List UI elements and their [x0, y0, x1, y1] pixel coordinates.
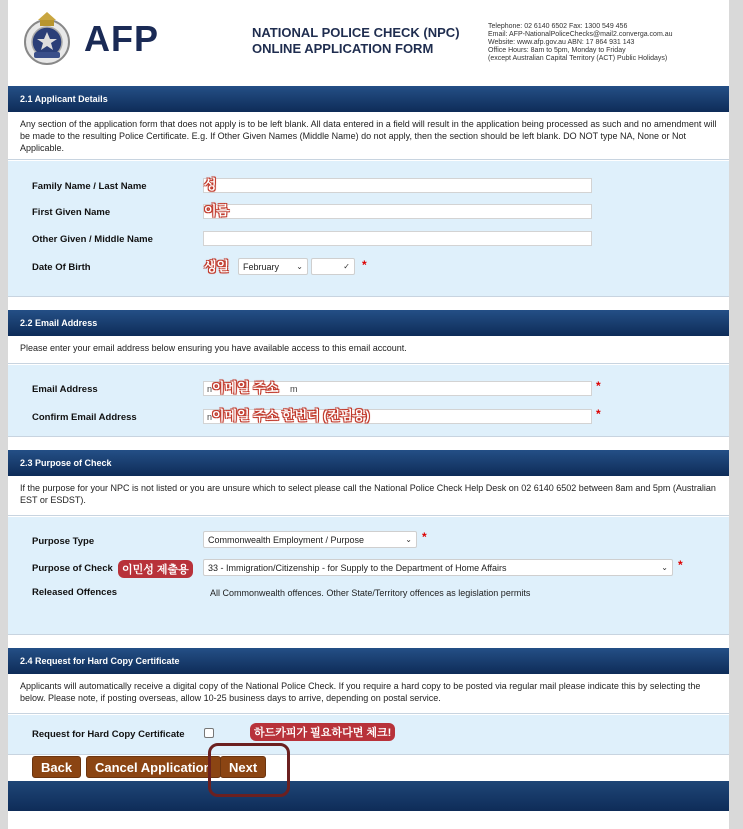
required-marker: * [678, 558, 683, 572]
purpose-check-select[interactable] [203, 559, 673, 576]
purpose-type-select[interactable] [203, 531, 417, 548]
next-button-highlight [208, 743, 290, 797]
chevron-down-icon: ⌄ [296, 262, 303, 271]
hardcopy-label: Request for Hard Copy Certificate [32, 729, 185, 740]
first-name-label: First Given Name [32, 207, 111, 218]
purpose-type-value: Commonwealth Employment / Purpose [208, 535, 365, 545]
contact-line: Website: www.afp.gov.au ABN: 17 864 931 143 [488, 39, 635, 46]
annotation-family-name: 성 [204, 177, 217, 192]
email-label: Email Address [32, 384, 98, 395]
back-button[interactable]: Back [32, 756, 81, 778]
middle-name-label: Other Given / Middle Name [32, 234, 153, 245]
section-applicant-header: 2.1 Applicant Details [8, 86, 729, 112]
email-value-end: m [290, 384, 298, 394]
purpose-check-value: 33 - Immigration/Citizenship - for Supply to the Department of Home Affairs [208, 563, 507, 573]
applicant-notice: Any section of the application form that does not apply is to be left blank. All data entered in a field will result in the application being processed as such and no amendment will be made to the resulting Police Certificate. E.g. If Other Given Names (Middle Name) do not apply, then the section should be left blank. DO NOT type NA, None or Not Applicable. [8, 112, 729, 160]
first-name-input[interactable] [203, 204, 592, 219]
form-title-line2: ONLINE APPLICATION FORM [252, 41, 434, 56]
family-name-input[interactable] [203, 178, 592, 193]
annotation-purpose-check: 이민성 제출용 [118, 560, 193, 578]
email-notice: Please enter your email address below ensuring you have available access to this email account. [8, 336, 729, 364]
required-marker: * [596, 379, 601, 393]
chevron-down-icon: ⌄ [661, 563, 668, 572]
required-marker: * [596, 407, 601, 421]
application-page [8, 0, 729, 829]
footer-bar [8, 781, 729, 811]
contact-line: (except Australian Capital Territory (ACT) Public Holidays) [488, 55, 668, 62]
afp-crest-icon [16, 6, 78, 68]
released-offences-value: All Commonwealth offences. Other State/Territory offences as legislation permits [210, 588, 531, 598]
hardcopy-checkbox[interactable] [204, 728, 214, 738]
contact-info [488, 23, 673, 63]
afp-logo-text: AFP [84, 18, 159, 59]
dob-month-value: February [243, 262, 280, 272]
released-offences-label: Released Offences [32, 587, 118, 598]
annotation-confirm-email: 이메일 주소 한번더 (컨펌용) [212, 408, 370, 423]
applicant-panel [8, 161, 729, 297]
annotation-hardcopy: 하드카피가 필요하다면 체크! [250, 723, 395, 741]
chevron-down-icon: ⌄ [405, 535, 412, 544]
email-value-start: n [207, 384, 213, 394]
hardcopy-notice: Applicants will automatically receive a digital copy of the National Police Check. If you require a hard copy to be posted via regular mail please indicate this by selecting the below. Please note, if posting overseas, allow 10-25 business days to arrive, depending on postal service. [8, 674, 729, 714]
page-header [8, 0, 729, 84]
purpose-panel [8, 517, 729, 635]
dob-year-select[interactable] [311, 258, 355, 275]
section-hardcopy-header: 2.4 Request for Hard Copy Certificate [8, 648, 729, 674]
contact-line: Email: AFP-NationalPoliceChecks@mail2.converga.com.au [488, 31, 673, 38]
family-name-label: Family Name / Last Name [32, 181, 147, 192]
required-marker: * [362, 258, 367, 272]
section-email-header: 2.2 Email Address [8, 310, 729, 336]
annotation-email: 이메일 주소 [212, 380, 279, 395]
email-panel [8, 365, 729, 437]
purpose-type-label: Purpose Type [32, 536, 95, 547]
dob-month-select[interactable] [238, 258, 308, 275]
required-marker: * [422, 530, 427, 544]
purpose-notice: If the purpose for your NPC is not listed or you are unsure which to select please call the National Police Check Help Desk on 02 6140 6502 between 8am and 5pm (Australian EST or ESDST). [8, 476, 729, 516]
section-purpose-header: 2.3 Purpose of Check [8, 450, 729, 476]
form-title-line1: NATIONAL POLICE CHECK (NPC) [252, 25, 460, 40]
chevron-down-icon: ✓ [343, 262, 350, 271]
cancel-application-button[interactable]: Cancel Application [86, 756, 221, 778]
confirm-email-value-start: n [207, 412, 213, 422]
annotation-first-name: 이름 [204, 203, 230, 218]
contact-line: Office Hours: 8am to 5pm, Monday to Friday [488, 47, 626, 54]
annotation-dob: 생일 [204, 259, 230, 274]
form-title [252, 25, 460, 57]
hardcopy-panel [8, 715, 729, 755]
confirm-email-label: Confirm Email Address [32, 412, 137, 423]
contact-line: Telephone: 02 6140 6502 Fax: 1300 549 456 [488, 23, 628, 30]
next-button[interactable]: Next [220, 756, 266, 778]
dob-label: Date Of Birth [32, 262, 91, 273]
middle-name-input[interactable] [203, 231, 592, 246]
purpose-check-label: Purpose of Check [32, 563, 113, 574]
